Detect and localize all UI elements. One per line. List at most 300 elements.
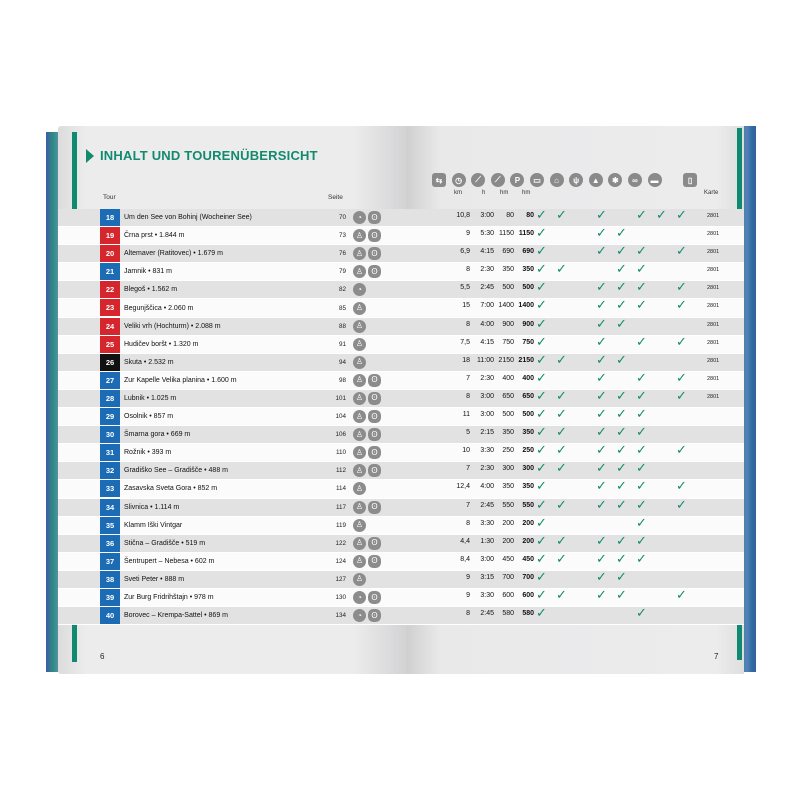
check-icon: ✓	[596, 407, 607, 423]
stat-h: 3:30	[480, 591, 494, 599]
tour-name: Veliki vrh (Hochturm) • 2.088 m	[124, 322, 221, 330]
col-header-page: Seite	[328, 194, 343, 201]
table-row	[406, 209, 744, 227]
karte-number: 2801	[707, 267, 720, 274]
tour-page: 94	[338, 358, 346, 366]
tour-number: 21	[100, 263, 120, 280]
bear-icon: ʘ	[368, 464, 381, 477]
check-icon: ✓	[636, 497, 647, 513]
tour-number: 31	[100, 444, 120, 461]
check-icon: ✓	[596, 334, 607, 350]
direction-sign-icon: ⇆	[432, 173, 446, 187]
stat-hm2: 200	[522, 537, 534, 545]
check-icon: ✓	[596, 316, 607, 332]
check-icon: ✓	[536, 569, 547, 585]
check-icon: ✓	[536, 425, 547, 441]
check-icon: ✓	[596, 280, 607, 296]
check-icon: ✓	[536, 515, 547, 531]
person-icon: ♙	[353, 482, 366, 495]
check-icon: ✓	[636, 551, 647, 567]
check-icon: ✓	[596, 533, 607, 549]
table-row	[58, 227, 406, 245]
check-icon: ✓	[676, 244, 687, 260]
table-row	[406, 517, 744, 535]
check-icon: ✓	[636, 388, 647, 404]
table-row	[58, 245, 406, 263]
table-row	[58, 354, 406, 372]
stat-hm1: 650	[502, 392, 514, 400]
table-row	[58, 209, 406, 227]
tour-icons	[353, 609, 381, 622]
check-icon: ✓	[636, 515, 647, 531]
unit-km: km	[454, 190, 462, 196]
check-icon: ✓	[616, 551, 627, 567]
person-icon: ♙	[353, 537, 366, 550]
tour-number: 36	[100, 535, 120, 552]
bear-icon: ʘ	[368, 229, 381, 242]
table-row	[406, 607, 744, 625]
tour-name: Črna prst • 1.844 m	[124, 232, 185, 240]
tour-page: 101	[335, 394, 346, 402]
check-icon: ✓	[536, 262, 547, 278]
check-icon: ✓	[596, 551, 607, 567]
check-icon: ✓	[556, 587, 567, 603]
check-icon: ✓	[556, 425, 567, 441]
tour-stats-list	[406, 209, 744, 625]
tour-icons	[353, 591, 381, 604]
check-icon: ✓	[676, 388, 687, 404]
tour-page: 82	[338, 286, 346, 294]
tour-page: 134	[335, 612, 346, 620]
tour-name: Altemaver (Ratitovec) • 1.679 m	[124, 250, 223, 258]
table-row	[58, 336, 406, 354]
tour-name: Zur Kapelle Velika planina • 1.600 m	[124, 376, 237, 384]
stat-hm2: 1400	[518, 302, 534, 310]
person-icon: ♙	[353, 229, 366, 242]
stat-h: 3:15	[480, 573, 494, 581]
check-icon: ✓	[536, 461, 547, 477]
tour-page: 106	[335, 431, 346, 439]
stat-hm2: 80	[526, 212, 534, 219]
tour-number: 33	[100, 480, 120, 497]
person-icon: ♙	[353, 302, 366, 315]
check-icon: ✓	[616, 497, 627, 513]
check-icon: ✓	[676, 280, 687, 296]
tour-name: Šentrupert – Nebesa • 602 m	[124, 557, 215, 565]
stat-h: 4:00	[480, 483, 494, 491]
check-icon: ✓	[636, 280, 647, 296]
left-page	[58, 126, 406, 674]
stat-h: 3:00	[480, 555, 494, 563]
stat-hm2: 750	[522, 338, 534, 346]
stat-km: 7,5	[460, 338, 470, 346]
clock-icon: ◔	[353, 211, 366, 224]
clock-icon: ◷	[452, 173, 466, 187]
table-row	[58, 390, 406, 408]
bear-icon: ʘ	[368, 446, 381, 459]
table-row	[406, 281, 744, 299]
check-icon: ✓	[676, 298, 687, 314]
check-icon: ✓	[556, 497, 567, 513]
check-icon: ✓	[596, 569, 607, 585]
check-icon: ✓	[616, 352, 627, 368]
bear-icon: ʘ	[368, 410, 381, 423]
tour-name: Klamm Iški Vintgar	[124, 521, 183, 529]
stat-h: 3:00	[480, 212, 494, 219]
stat-km: 10	[462, 447, 470, 455]
check-icon: ✓	[536, 479, 547, 495]
check-icon: ✓	[536, 280, 547, 296]
tour-page: 79	[338, 268, 346, 276]
check-icon: ✓	[536, 388, 547, 404]
train-icon: ▬	[648, 173, 662, 187]
check-icon: ✓	[636, 533, 647, 549]
tour-page: 98	[338, 376, 346, 384]
tour-icons	[353, 265, 381, 278]
check-icon: ✓	[556, 461, 567, 477]
stat-km: 7	[466, 465, 470, 473]
stat-hm2: 200	[522, 519, 534, 527]
check-icon: ✓	[616, 443, 627, 459]
stat-h: 2:30	[480, 465, 494, 473]
check-icon: ✓	[596, 461, 607, 477]
stat-hm1: 690	[502, 248, 514, 256]
bear-icon: ʘ	[368, 374, 381, 387]
check-icon: ✓	[676, 587, 687, 603]
check-icon: ✓	[676, 370, 687, 386]
stat-km: 4,4	[460, 537, 470, 545]
stat-km: 8	[466, 610, 470, 618]
stat-h: 3:00	[480, 411, 494, 419]
tour-name: Stična – Gradišče • 519 m	[124, 539, 206, 547]
bear-icon: ʘ	[368, 501, 381, 514]
tour-name: Zur Burg Fridrihštajn • 978 m	[124, 594, 214, 602]
check-icon: ✓	[556, 533, 567, 549]
tour-name: Begunjščica • 2.060 m	[124, 304, 194, 312]
header-icon-row	[432, 173, 703, 187]
stat-km: 9	[466, 230, 470, 238]
tour-number: 25	[100, 336, 120, 353]
check-icon: ✓	[616, 407, 627, 423]
tour-name: Skuta • 2.532 m	[124, 358, 174, 366]
bear-icon: ʘ	[368, 428, 381, 441]
check-icon: ✓	[536, 407, 547, 423]
tour-page: 76	[338, 250, 346, 258]
stat-hm1: 300	[502, 465, 514, 473]
stat-km: 9	[466, 591, 470, 599]
slope-icon: ⟋	[471, 173, 485, 187]
tour-number: 34	[100, 499, 120, 516]
check-icon: ✓	[536, 606, 547, 622]
restaurant-icon: ψ	[569, 173, 583, 187]
stat-km: 7	[466, 374, 470, 382]
check-icon: ✓	[616, 262, 627, 278]
check-icon: ✓	[636, 479, 647, 495]
snowflake-icon: ✱	[608, 173, 622, 187]
stat-hm2: 500	[522, 411, 534, 419]
stat-hm2: 250	[522, 447, 534, 455]
person-icon: ♙	[353, 464, 366, 477]
right-page-number: 7	[714, 652, 719, 661]
table-row	[406, 589, 744, 607]
tour-icons	[353, 229, 381, 242]
tour-number: 29	[100, 408, 120, 425]
tour-page: 127	[335, 575, 346, 583]
table-row	[406, 553, 744, 571]
check-icon: ✓	[636, 606, 647, 622]
check-icon: ✓	[676, 443, 687, 459]
check-icon: ✓	[556, 208, 567, 223]
table-row	[58, 607, 406, 625]
tour-number: 32	[100, 462, 120, 479]
stat-hm2: 690	[522, 248, 534, 256]
cable-car-icon: ⌂	[550, 173, 564, 187]
tour-icons	[353, 320, 366, 333]
check-icon: ✓	[596, 352, 607, 368]
stat-km: 5,5	[460, 284, 470, 292]
stat-km: 8,4	[460, 555, 470, 563]
tour-icons	[353, 464, 381, 477]
stat-km: 18	[462, 356, 470, 364]
check-icon: ✓	[616, 388, 627, 404]
stat-hm2: 300	[522, 465, 534, 473]
table-row	[406, 499, 744, 517]
stat-km: 8	[466, 320, 470, 328]
table-row	[58, 318, 406, 336]
tour-number: 27	[100, 372, 120, 389]
tour-icons	[353, 482, 366, 495]
table-row	[406, 227, 744, 245]
left-page-number: 6	[100, 652, 105, 661]
check-icon: ✓	[636, 262, 647, 278]
tour-name: Gradiško See – Gradišče • 488 m	[124, 467, 228, 475]
stat-h: 1:30	[480, 537, 494, 545]
table-row	[406, 480, 744, 498]
col-header-tour: Tour	[103, 194, 116, 201]
table-row	[58, 517, 406, 535]
stat-hm2: 550	[522, 501, 534, 509]
tour-number: 26	[100, 354, 120, 371]
stat-hm1: 580	[502, 610, 514, 618]
check-icon: ✓	[616, 244, 627, 260]
tour-icons	[353, 302, 366, 315]
triangle-icon	[86, 149, 94, 163]
check-icon: ✓	[596, 587, 607, 603]
tour-name: Lubnik • 1.025 m	[124, 394, 177, 402]
table-row	[58, 535, 406, 553]
stat-hm1: 350	[502, 429, 514, 437]
check-icon: ✓	[676, 479, 687, 495]
karte-number: 2801	[707, 213, 720, 219]
stat-km: 15	[462, 302, 470, 310]
table-row	[406, 571, 744, 589]
stat-h: 4:00	[480, 320, 494, 328]
tour-page: 85	[338, 304, 346, 312]
check-icon: ✓	[536, 497, 547, 513]
check-icon: ✓	[536, 551, 547, 567]
tour-page: 70	[338, 214, 346, 222]
stat-h: 2:45	[480, 610, 494, 618]
stat-hm1: 450	[502, 555, 514, 563]
stat-hm2: 400	[522, 374, 534, 382]
person-icon: ♙	[353, 247, 366, 260]
stat-km: 6,9	[460, 248, 470, 256]
check-icon: ✓	[676, 334, 687, 350]
stat-hm1: 350	[502, 266, 514, 274]
check-icon: ✓	[596, 370, 607, 386]
tour-number: 24	[100, 318, 120, 335]
table-row	[58, 299, 406, 317]
stat-hm2: 700	[522, 573, 534, 581]
tour-page: 73	[338, 232, 346, 240]
tour-name: Blegoš • 1.562 m	[124, 286, 178, 294]
tour-number: 40	[100, 607, 120, 624]
check-icon: ✓	[636, 425, 647, 441]
check-icon: ✓	[616, 226, 627, 242]
table-row	[58, 589, 406, 607]
tour-icons	[353, 374, 381, 387]
stat-hm1: 600	[502, 591, 514, 599]
check-icon: ✓	[636, 334, 647, 350]
stat-hm2: 900	[522, 320, 534, 328]
stat-km: 7	[466, 501, 470, 509]
stat-hm1: 400	[502, 374, 514, 382]
check-icon: ✓	[536, 208, 547, 223]
person-icon: ♙	[353, 410, 366, 423]
bear-icon: ʘ	[368, 537, 381, 550]
tour-list	[58, 209, 406, 625]
karte-number: 2801	[707, 303, 720, 310]
stat-km: 8	[466, 519, 470, 527]
tour-icons	[353, 555, 381, 568]
unit-h: h	[482, 190, 486, 196]
tour-name: Hudičev boršt • 1.320 m	[124, 340, 199, 348]
stat-h: 3:30	[480, 447, 494, 455]
stat-hm2: 1150	[518, 230, 534, 238]
check-icon: ✓	[556, 407, 567, 423]
table-row	[58, 426, 406, 444]
karte-number: 2801	[707, 249, 720, 256]
check-icon: ✓	[536, 298, 547, 314]
table-row	[58, 372, 406, 390]
parking-icon: P	[510, 173, 524, 187]
stat-h: 7:00	[480, 302, 494, 310]
tour-number: 22	[100, 281, 120, 298]
stat-hm2: 580	[522, 610, 534, 618]
stat-km: 12,4	[456, 483, 470, 491]
check-icon: ✓	[536, 352, 547, 368]
check-icon: ✓	[596, 244, 607, 260]
stat-hm2: 350	[522, 266, 534, 274]
person-icon: ♙	[353, 392, 366, 405]
bear-icon: ʘ	[368, 265, 381, 278]
tour-icons	[353, 519, 366, 532]
table-row	[58, 553, 406, 571]
tour-icons	[353, 501, 381, 514]
stat-km: 10,8	[456, 212, 470, 219]
tour-icons	[353, 392, 381, 405]
stat-hm1: 350	[502, 483, 514, 491]
check-icon: ✓	[616, 316, 627, 332]
table-row	[406, 318, 744, 336]
table-row	[58, 499, 406, 517]
check-icon: ✓	[616, 425, 627, 441]
bear-icon: ʘ	[368, 247, 381, 260]
unit-karte: Karte	[704, 190, 719, 196]
stat-hm2: 600	[522, 591, 534, 599]
stat-h: 2:15	[480, 429, 494, 437]
map-icon: ▯	[683, 173, 697, 187]
table-row	[406, 426, 744, 444]
check-icon: ✓	[616, 280, 627, 296]
stat-h: 11:00	[477, 356, 494, 364]
table-row	[406, 372, 744, 390]
check-icon: ✓	[636, 208, 647, 223]
person-icon: ♙	[353, 374, 366, 387]
table-row	[406, 299, 744, 317]
person-icon: ♙	[353, 519, 366, 532]
check-icon: ✓	[616, 298, 627, 314]
stat-h: 2:30	[480, 266, 494, 274]
check-icon: ✓	[596, 388, 607, 404]
tour-number: 20	[100, 245, 120, 262]
karte-number: 2801	[707, 285, 720, 292]
karte-number: 2801	[707, 231, 720, 238]
tour-page: 91	[338, 340, 346, 348]
tour-page: 110	[335, 449, 346, 457]
table-row	[58, 462, 406, 480]
check-icon: ✓	[616, 569, 627, 585]
check-icon: ✓	[616, 461, 627, 477]
tour-page: 124	[335, 557, 346, 565]
check-icon: ✓	[556, 443, 567, 459]
stat-hm1: 1150	[498, 230, 514, 238]
person-icon: ♙	[353, 501, 366, 514]
stat-h: 5:30	[480, 230, 494, 238]
tour-name: Um den See von Bohinj (Wocheiner See)	[124, 214, 252, 222]
clock-icon: ◔	[353, 591, 366, 604]
check-icon: ✓	[536, 443, 547, 459]
karte-number: 2801	[707, 375, 720, 382]
stat-h: 4:15	[480, 248, 494, 256]
stat-hm1: 2150	[498, 356, 514, 364]
check-icon: ✓	[636, 244, 647, 260]
bear-icon: ʘ	[368, 591, 381, 604]
bicycle-icon: ∞	[628, 173, 642, 187]
stat-hm1: 500	[502, 411, 514, 419]
stat-hm1: 80	[506, 212, 514, 219]
check-icon: ✓	[636, 298, 647, 314]
ruler-icon: ⟋	[491, 173, 505, 187]
stat-hm1: 900	[502, 320, 514, 328]
check-icon: ✓	[536, 334, 547, 350]
right-page	[406, 126, 744, 674]
check-icon: ✓	[556, 551, 567, 567]
bear-icon: ʘ	[368, 392, 381, 405]
tour-icons	[353, 283, 366, 296]
tour-icons	[353, 338, 366, 351]
stat-hm2: 450	[522, 555, 534, 563]
person-icon: ♙	[353, 573, 366, 586]
stat-h: 3:00	[480, 392, 494, 400]
table-row	[406, 390, 744, 408]
tour-number: 23	[100, 299, 120, 316]
person-icon: ♙	[353, 356, 366, 369]
tour-icons	[353, 247, 381, 260]
karte-number: 2801	[707, 357, 720, 364]
tour-page: 104	[335, 413, 346, 421]
tour-number: 39	[100, 589, 120, 606]
